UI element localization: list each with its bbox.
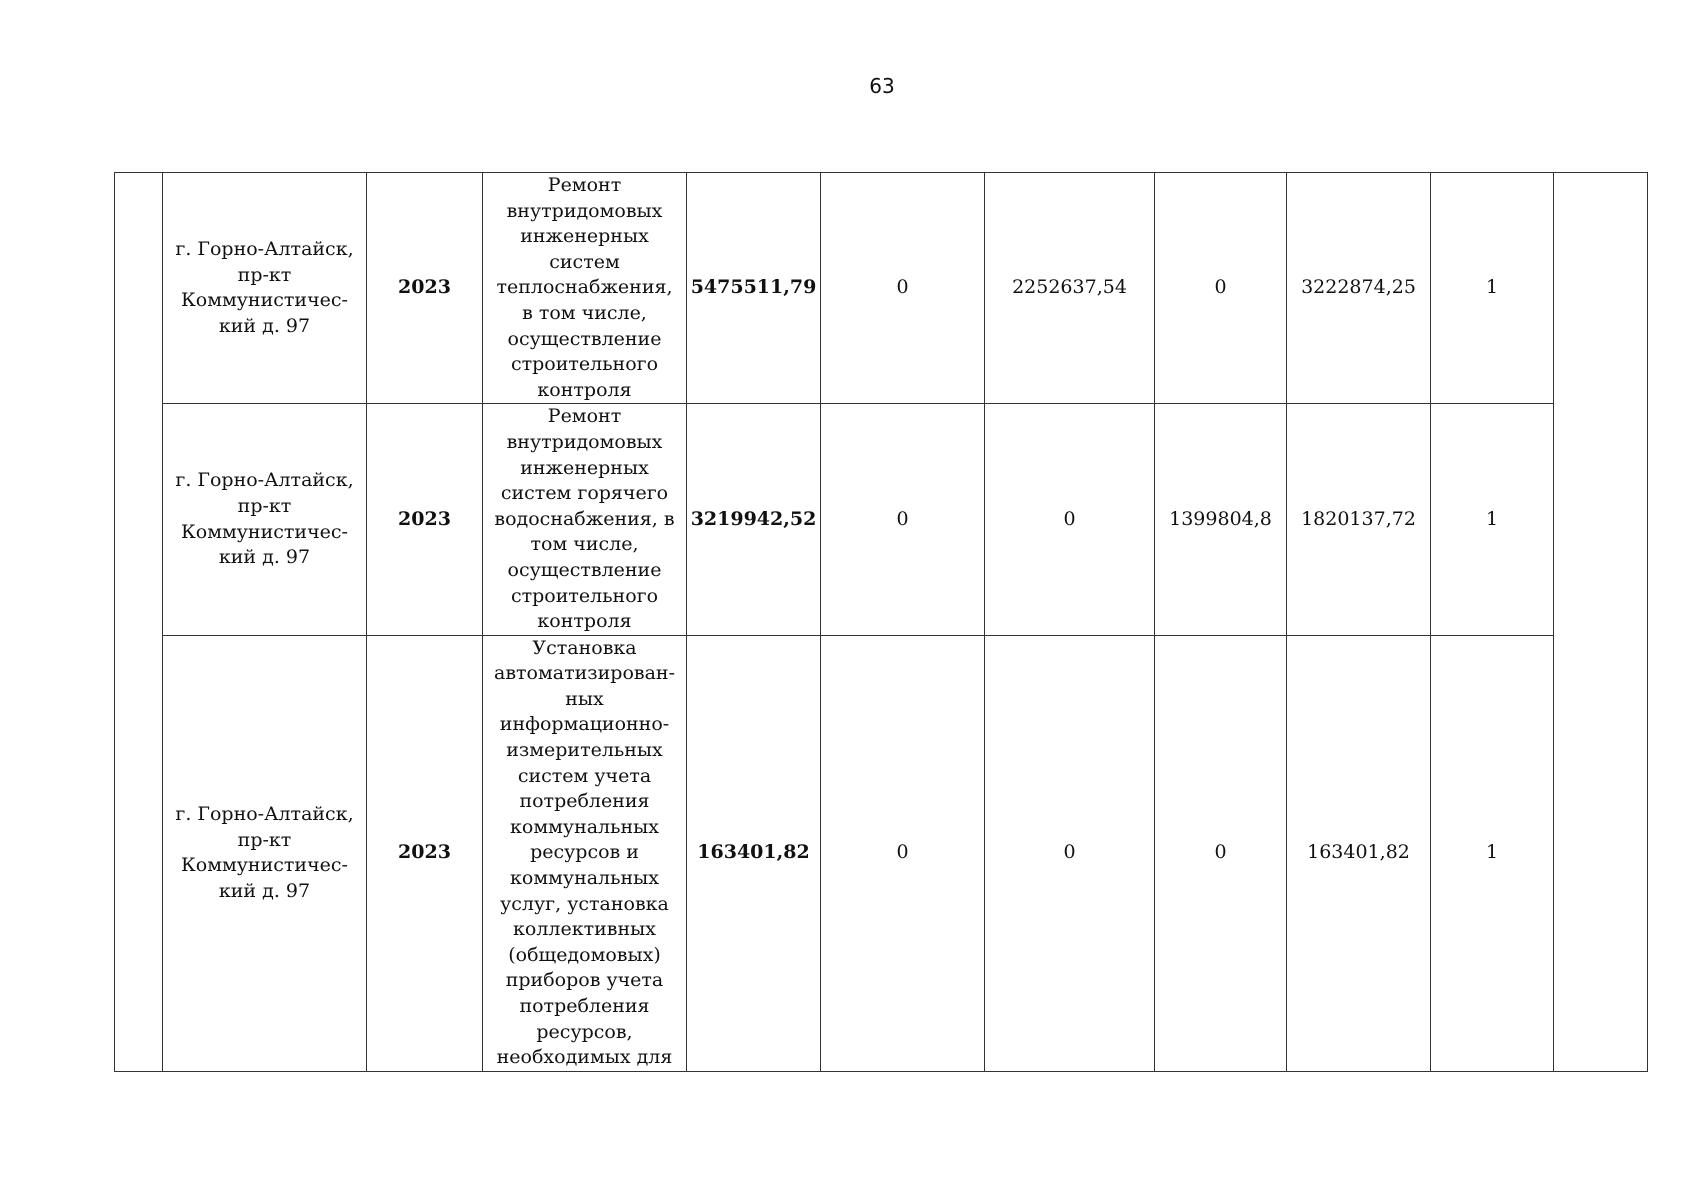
value-cell: 1 xyxy=(1431,404,1554,635)
notes-cell xyxy=(1554,173,1648,1072)
total-cost-cell: 163401,82 xyxy=(687,635,821,1071)
work-type-cell xyxy=(483,173,687,404)
total-cost-cell: 5475511,79 xyxy=(687,173,821,404)
value-cell: 0 xyxy=(985,635,1155,1071)
address-cell: г. Горно-Алтайск, пр-кт Коммунистичес-кий д. 97 xyxy=(163,635,367,1071)
value-cell: 0 xyxy=(821,404,985,635)
value-cell: 0 xyxy=(1155,173,1287,404)
address-cell: г. Горно-Алтайск, пр-кт Коммунистичес-кий д. 97 xyxy=(163,173,367,404)
works-table xyxy=(114,172,1648,1072)
work-type-text: Установка автоматизирован-ных информационно-измерительных систем учета потребления коммунальных ресурсов и коммунальных услуг, установка коллективных (общедомовых) приборов учета потребления ресурсов, необходимых для xyxy=(494,636,675,1069)
value-cell: 1820137,72 xyxy=(1287,404,1431,635)
work-type-cell xyxy=(483,404,687,635)
address-cell: г. Горно-Алтайск, пр-кт Коммунистичес-кий д. 97 xyxy=(163,404,367,635)
value-cell: 1 xyxy=(1431,173,1554,404)
total-cost-cell: 3219942,52 xyxy=(687,404,821,635)
table-row xyxy=(115,404,1648,635)
work-type-cell xyxy=(483,635,687,1071)
work-type-text: Ремонт внутридомовых инженерных систем теплоснабжения, в том числе, осуществление строительного контроля xyxy=(496,174,673,401)
value-cell: 0 xyxy=(985,404,1155,635)
table-row xyxy=(115,635,1648,1071)
value-cell: 2252637,54 xyxy=(985,173,1155,404)
year-cell: 2023 xyxy=(367,635,483,1071)
row-number-cell xyxy=(115,173,163,1072)
value-cell: 3222874,25 xyxy=(1287,173,1431,404)
year-cell: 2023 xyxy=(367,404,483,635)
value-cell: 163401,82 xyxy=(1287,635,1431,1071)
value-cell: 0 xyxy=(821,173,985,404)
value-cell: 0 xyxy=(1155,635,1287,1071)
value-cell: 1399804,8 xyxy=(1155,404,1287,635)
page-number: 63 xyxy=(869,74,895,98)
value-cell: 1 xyxy=(1431,635,1554,1071)
table-row xyxy=(115,173,1648,404)
value-cell: 0 xyxy=(821,635,985,1071)
work-type-text: Ремонт внутридомовых инженерных систем горячего водоснабжения, в том числе, осуществление строительного контроля xyxy=(494,405,675,633)
year-cell: 2023 xyxy=(367,173,483,404)
